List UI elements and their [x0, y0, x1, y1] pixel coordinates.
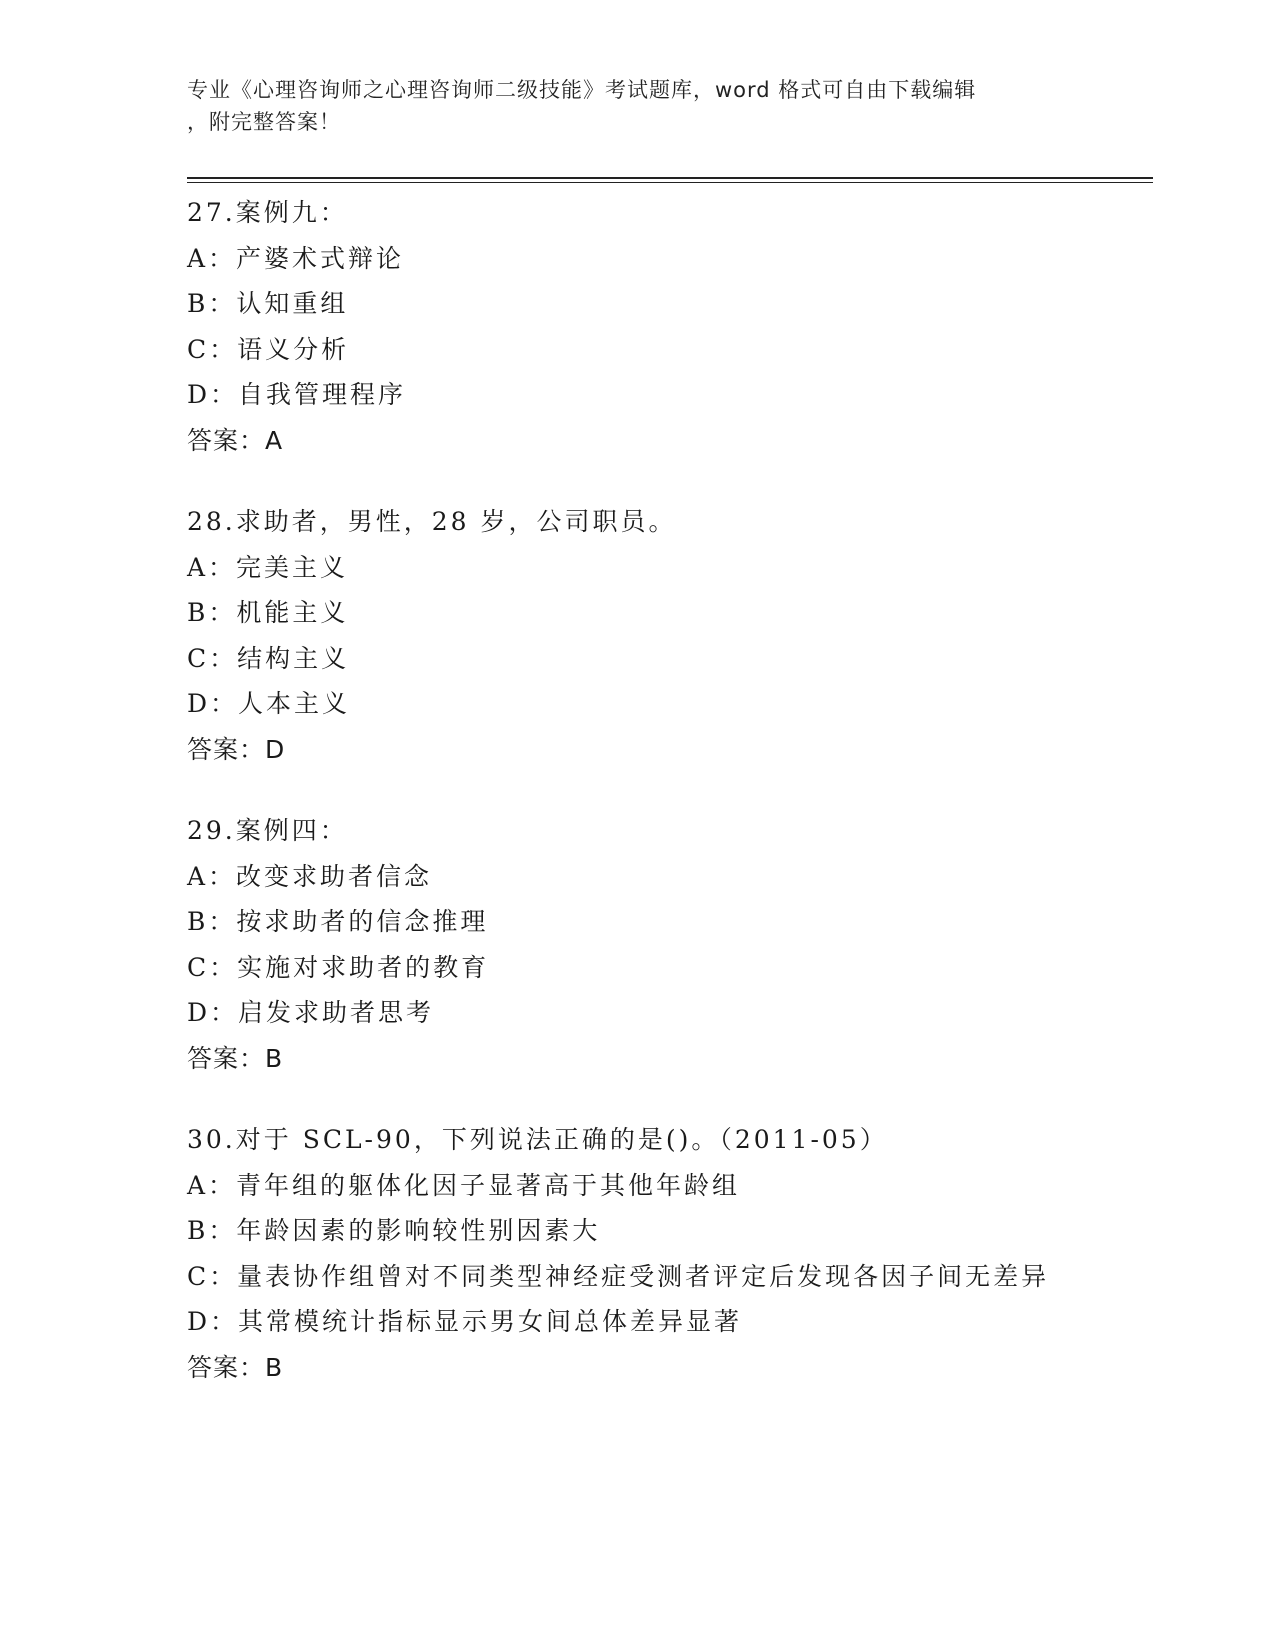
- answer-line: 答案：A: [187, 425, 284, 455]
- option-a: A：青年组的躯体化因子显著高于其他年龄组: [187, 1170, 741, 1200]
- header-line-2: ，附完整答案！: [187, 110, 341, 134]
- header-divider-thick: [187, 177, 1153, 179]
- question-stem: 30.对于 SCL-90，下列说法正确的是()。（2011-05）: [187, 1125, 888, 1154]
- answer-line: 答案：D: [187, 734, 286, 764]
- option-c: C：实施对求助者的教育: [187, 952, 490, 982]
- answer-line: 答案：B: [187, 1043, 284, 1073]
- option-b: B：年龄因素的影响较性别因素大: [187, 1216, 601, 1245]
- question-28: [187, 499, 1153, 772]
- option-d: D：自我管理程序: [187, 380, 407, 409]
- option-c: C：结构主义: [187, 643, 350, 673]
- option-d: D：人本主义: [187, 689, 351, 718]
- option-b: B：认知重组: [187, 289, 349, 318]
- option-a: A：完美主义: [187, 552, 349, 582]
- question-stem: 28.求助者，男性，28 岁，公司职员。: [187, 507, 677, 536]
- question-list: [187, 190, 1153, 1390]
- question-30: [187, 1117, 1153, 1390]
- header-divider-thin: [187, 182, 1153, 183]
- header-line-1: 专业《心理咨询师之心理咨询师二级技能》考试题库，word 格式可自由下载编辑: [187, 78, 977, 102]
- option-d: D：其常模统计指标显示男女间总体差异显著: [187, 1307, 743, 1336]
- document-header: [187, 74, 1087, 138]
- question-29: [187, 808, 1153, 1081]
- option-a: A：产婆术式辩论: [187, 243, 405, 273]
- option-d: D：启发求助者思考: [187, 998, 435, 1027]
- answer-line: 答案：B: [187, 1352, 284, 1382]
- option-c: C：量表协作组曾对不同类型神经症受测者评定后发现各因子间无差异: [187, 1261, 1050, 1291]
- option-b: B：机能主义: [187, 598, 349, 627]
- option-c: C：语义分析: [187, 334, 350, 364]
- question-27: [187, 190, 1153, 463]
- option-a: A：改变求助者信念: [187, 861, 433, 891]
- option-b: B：按求助者的信念推理: [187, 907, 489, 936]
- question-stem: 29.案例四：: [187, 816, 348, 845]
- question-stem: 27.案例九：: [187, 198, 348, 227]
